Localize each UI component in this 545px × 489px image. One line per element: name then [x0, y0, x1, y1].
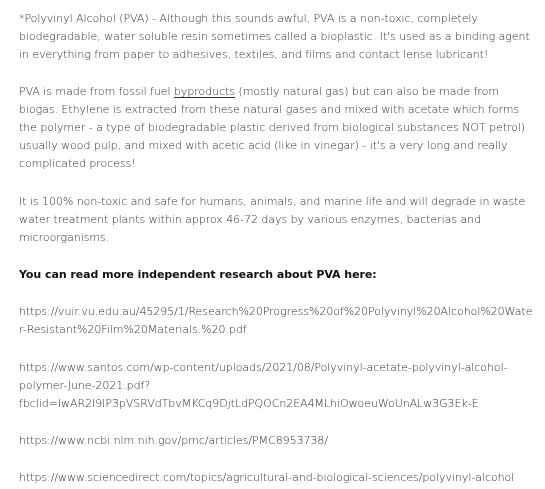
research-heading: You can read more independent research about PVA here: [19, 268, 377, 281]
research-link-vuir-text[interactable]: https://vuir.vu.edu.au/45295/1/Research%20Progress%20of%20Polyvinyl%20Alcohol%20Water-Resistant%20Film%20Materials.%20.pdf [19, 305, 533, 336]
research-link-vuir[interactable] [19, 303, 533, 339]
research-link-santos[interactable] [19, 359, 533, 413]
pva-production-paragraph [19, 83, 533, 173]
production-text-before-link: PVA is made from fossil fuel [19, 85, 174, 98]
research-link-ncbi[interactable] [19, 432, 533, 450]
research-link-sciencedirect-text[interactable]: https://www.sciencedirect.com/topics/agricultural-and-biological-sciences/polyvinyl-alcohol [19, 471, 515, 484]
byproducts-link[interactable]: byproducts [173, 85, 235, 98]
pva-intro-paragraph: *Polyvinyl Alcohol (PVA) - Although this sounds awful, PVA is a non-toxic, completely biodegradable, water soluble resin sometimes called a bioplastic. It's used as a binding agent in everything from paper to adhesives, textiles, and films and contact lense lubricant! [19, 12, 530, 61]
production-text-after-link: (mostly natural gas) but can also be made from biogas. Ethylene is extracted from these natural gases and mixed with acetate which forms the polymer - a type of biodegradable plastic derived from biological substances NOT petrol) usually wood pulp, and mixed with acetic acid (like in vinegar) - it's a very long and really complicated process! [19, 85, 526, 170]
research-link-ncbi-text[interactable]: https://www.ncbi.nlm.nih.gov/pmc/articles/PMC8953738/ [19, 434, 328, 447]
research-link-santos-text[interactable]: https://www.santos.com/wp-content/uploads/2021/08/Polyvinyl-acetate-polyvinyl-alcohol-polymer-June-2021.pdf?fbclid=IwAR2I9IP3pVSRVdTbvMKCq9DjtLdPQOCn2EA4MLhiOwoeuWoUnALw3G3Ek-E [19, 361, 508, 410]
research-link-sciencedirect[interactable] [19, 469, 533, 487]
pva-safety-paragraph: It is 100% non-toxic and safe for humans, animals, and marine life and will degrade in waste water treatment plants within approx 46-72 days by various enzymes, bacterias and microorganisms. [19, 195, 526, 244]
